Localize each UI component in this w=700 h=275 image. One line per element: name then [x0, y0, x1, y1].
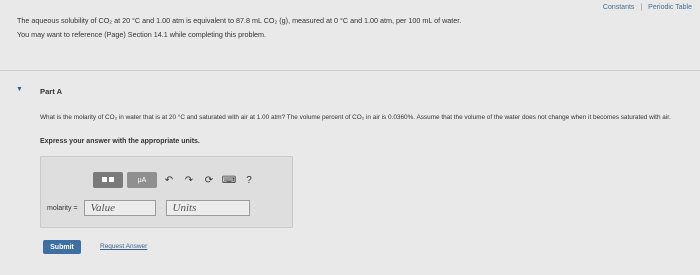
keyboard-icon[interactable]: ⌨: [221, 174, 237, 186]
problem-line-1: The aqueous solubility of CO₂ at 20 °C and 1.00 atm is equivalent to 87.8 mL CO₂ (g), measured at 0 °C and 1.00 atm, per 100 mL of water.: [17, 16, 462, 25]
help-icon[interactable]: ?: [246, 174, 252, 186]
problem-line-2: You may want to reference (Page) Section 14.1 while completing this problem.: [17, 30, 267, 39]
answer-box: [40, 156, 293, 228]
divider: [0, 70, 700, 71]
link-separator: |: [640, 4, 643, 11]
answer-toolbar: [93, 172, 257, 188]
problem-statement: [17, 15, 687, 41]
question-text: What is the molarity of CO₂ in water that is at 20 °C and saturated with air at 1.00 atm? The volume percent of CO₂ in air is 0.0360%. Assume that the volume of the water does not change when it becomes saturated with air.: [40, 114, 671, 121]
units-button[interactable]: [127, 172, 157, 188]
request-answer-link[interactable]: Request Answer: [100, 243, 148, 250]
part-title[interactable]: Part A: [40, 87, 63, 96]
undo-icon[interactable]: ↶: [164, 174, 174, 186]
units-input[interactable]: Units: [166, 200, 250, 216]
chevron-down-icon[interactable]: ▼: [16, 86, 23, 93]
periodic-table-link[interactable]: Periodic Table: [648, 4, 692, 11]
templates-button[interactable]: [93, 172, 123, 188]
answer-instruction: Express your answer with the appropriate units.: [40, 138, 200, 145]
mu-a-label: μA: [137, 176, 147, 184]
templates-icon: [101, 176, 115, 185]
top-links: [603, 4, 692, 11]
value-input[interactable]: Value: [84, 200, 156, 216]
redo-icon[interactable]: ↷: [184, 174, 194, 186]
constants-link[interactable]: Constants: [602, 4, 635, 11]
molarity-label: molarity =: [47, 204, 78, 212]
reset-icon[interactable]: ⟳: [204, 174, 214, 186]
answer-row: [47, 200, 250, 216]
submit-button[interactable]: Submit: [43, 240, 81, 254]
